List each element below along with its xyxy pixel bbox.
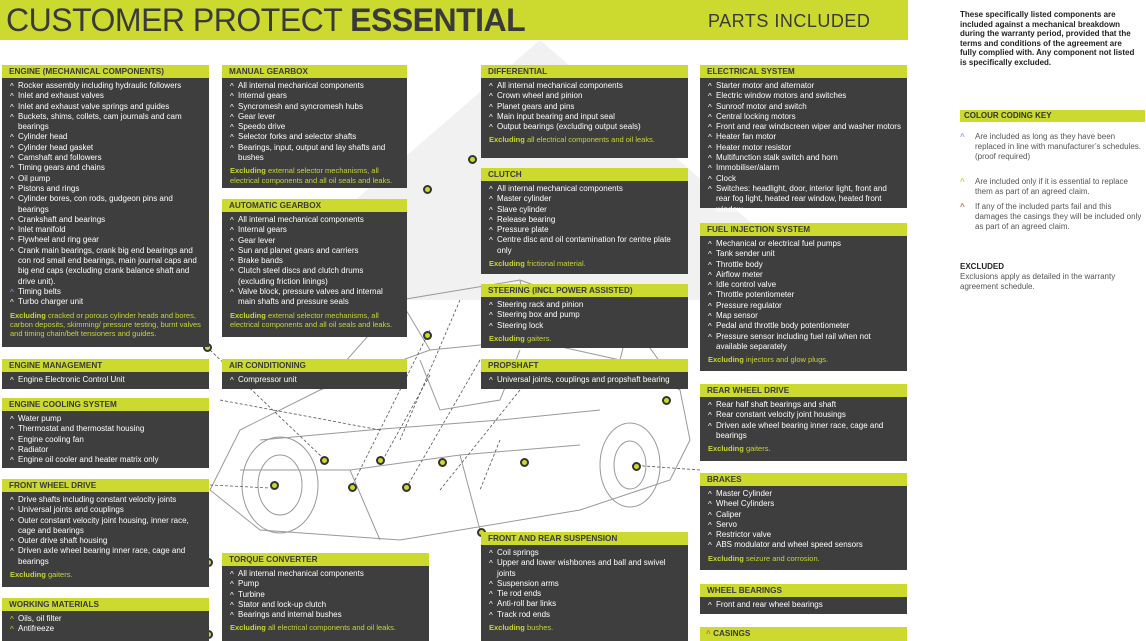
item-list (481, 297, 688, 333)
list-item: ^ Cylinder bores, con rods, gudgeon pins and bearings (10, 194, 203, 215)
panel-front-wheel-drive (2, 479, 209, 587)
list-item: ^ Wheel Cylinders (708, 499, 901, 509)
item-list (2, 611, 209, 637)
exclusion-note: Excluding bushes. (489, 623, 554, 633)
list-item: ^ Pedal and throttle body potentiometer (708, 321, 901, 331)
list-item: ^ Front and rear windscreen wiper and washer motors (708, 122, 901, 132)
list-item: ^ Driven axle wheel bearing inner race, cage and bearings (10, 546, 203, 567)
panel-heading: TORQUE CONVERTER (222, 553, 429, 566)
list-item: ^ Track rod ends (489, 610, 682, 620)
exclusion-note: Excluding all electrical components and oil leaks. (489, 135, 655, 145)
callout-dot-icon (438, 458, 447, 467)
exclusion-note: Excluding external selector mechanisms, all electrical components and all oil seals and leaks. (230, 310, 393, 330)
item-list (700, 236, 907, 354)
list-item: ^ Antifreeze (10, 624, 203, 634)
list-item: ^ Mechanical or electrical fuel pumps (708, 239, 901, 249)
list-item: ^ Pressure regulator (708, 301, 901, 311)
panel-automatic-gearbox (222, 199, 407, 337)
callout-dot-icon (423, 331, 432, 340)
panel-heading: FRONT WHEEL DRIVE (2, 479, 209, 492)
list-item: ^ Rocker assembly including hydraulic followers (10, 81, 203, 91)
list-item: ^ Multifunction stalk switch and horn (708, 153, 901, 163)
list-item: ^ Crown wheel and pinion (489, 91, 682, 101)
list-item: ^ Throttle body (708, 260, 901, 270)
exclusion-note: Excluding gaiters. (489, 333, 552, 343)
list-item: ^ Main input bearing and input seal (489, 112, 682, 122)
list-item: ^ Planet gears and pins (489, 102, 682, 112)
exclusion-note: Excluding external selector mechanisms, all electrical components and all oil seals and leaks. (230, 166, 393, 185)
list-item: ^ Camshaft and followers (10, 153, 203, 163)
list-item: ^ Anti-roll bar links (489, 599, 682, 609)
list-item: ^ Turbine (230, 590, 423, 600)
intro-text: These specifically listed components are included against a mechanical breakdown during the warranty period, provided that the terms and conditions of the agreement are fully complied with. Any component not listed is specifically excluded. (960, 10, 1135, 67)
callout-dot-icon (270, 481, 279, 490)
callout-dot-icon (468, 155, 477, 164)
panel-manual-gearbox (222, 65, 407, 188)
list-item: ^ Suspension arms (489, 579, 682, 589)
exclusion-note: Excluding cracked or porous cylinder heads and bores, carbon deposits, skimming/ pressure testing, burnt valves and timing chain/belt tensioners and guides. (10, 310, 201, 339)
list-item: ^ Switches: headlight, door, interior light, front and rear fog light, heated rear window, heated front window (708, 184, 901, 215)
item-list (700, 78, 907, 217)
list-item: ^ Gear lever (230, 112, 401, 122)
list-item: ^ ABS modulator and wheel speed sensors (708, 540, 901, 550)
key-item-orange: ^ Are included only if it is essential to replace them as part of an agreed claim. (960, 177, 1128, 196)
panel-engine-cooling (2, 398, 209, 468)
list-item: ^ All internal mechanical components (230, 215, 401, 225)
excluded-heading: EXCLUDED (960, 262, 1005, 271)
list-item: ^ Rear half shaft bearings and shaft (708, 400, 901, 410)
panel-heading: MANUAL GEARBOX (222, 65, 407, 78)
exclusion-note: Excluding gaiters. (708, 444, 771, 454)
purple-caret-icon: ^ (960, 132, 965, 141)
item-list (222, 372, 407, 387)
panel-steering (481, 284, 688, 348)
item-list (481, 545, 688, 622)
callout-dot-icon (376, 456, 385, 465)
item-list (222, 78, 407, 165)
list-item: ^ Centre disc and oil contamination for centre plate only (489, 235, 682, 256)
list-item: ^ Steering lock (489, 321, 682, 331)
list-item: ^ Slave cylinder (489, 205, 682, 215)
list-item: ^ Crankshaft and bearings (10, 215, 203, 225)
list-item: ^ Universal joints, couplings and propshaft bearing (489, 375, 682, 385)
list-item: ^ Inlet and exhaust valves (10, 91, 203, 101)
callout-dot-icon (662, 396, 671, 405)
list-item: ^ All internal mechanical components (489, 81, 682, 91)
callout-dot-icon (520, 458, 529, 467)
colour-key-heading: COLOUR CODING KEY (960, 110, 1145, 122)
key-item-purple: ^ Are included as long as they have been replaced in line with manufacturer’s schedules. (proof required) (960, 132, 1142, 161)
panel-heading: ^ CASINGS (700, 627, 907, 640)
list-item: ^ Servo (708, 520, 901, 530)
panel-fuel-injection (700, 223, 907, 371)
item-list (481, 181, 688, 258)
green-caret-icon: ^ (960, 177, 965, 186)
list-item: ^ Buckets, shims, collets, cam journals and cam bearings (10, 112, 203, 133)
excluded-text: Exclusions apply as detailed in the warranty agreement schedule. (960, 272, 1116, 291)
list-item: ^ Drive shafts including constant velocity joints (10, 495, 203, 505)
list-item: ^ Speedo drive (230, 122, 401, 132)
list-item: ^ Water pump (10, 414, 203, 424)
list-item: ^ All internal mechanical components (230, 569, 423, 579)
panel-heading: REAR WHEEL DRIVE (700, 384, 907, 397)
list-item: ^ Bearings and internal bushes (230, 610, 423, 620)
list-item: ^ Turbo charger unit (10, 297, 203, 307)
list-item: ^ Internal gears (230, 91, 401, 101)
item-list (700, 397, 907, 443)
list-item: ^ Sun and planet gears and carriers (230, 246, 401, 256)
list-item: ^ Tie rod ends (489, 589, 682, 599)
item-list (222, 566, 429, 622)
list-item: ^ Bearings, input, output and lay shafts and bushes (230, 143, 401, 164)
list-item: ^ Driven axle wheel bearing inner race, cage and bearings (708, 421, 901, 442)
list-item: ^ Timing gears and chains (10, 163, 203, 173)
list-item: ^ Idle control valve (708, 280, 901, 290)
list-item: ^ Pump (230, 579, 423, 589)
callout-dot-icon (320, 456, 329, 465)
list-item: ^ Timing belts (10, 287, 203, 297)
list-item: ^ Release bearing (489, 215, 682, 225)
list-item: ^ Outer drive shaft housing (10, 536, 203, 546)
list-item: ^ Selector forks and selector shafts (230, 132, 401, 142)
exclusion-note: Excluding frictional material. (489, 259, 586, 269)
list-item: ^ Engine Electronic Control Unit (10, 375, 203, 385)
panel-wheel-bearings (700, 584, 907, 614)
item-list (2, 372, 209, 387)
list-item: ^ Map sensor (708, 311, 901, 321)
panel-torque-converter (222, 553, 429, 641)
list-item: ^ All internal mechanical components (230, 81, 401, 91)
key-item-red: ^ If any of the included parts fail and this damages the casings they will be included only as part of an agreed claim. (960, 202, 1142, 231)
list-item: ^ Caliper (708, 510, 901, 520)
list-item: ^ Radiator (10, 445, 203, 455)
exclusion-note: Excluding injectors and glow plugs. (708, 355, 829, 365)
list-item: ^ Clutch steel discs and clutch drums (excluding friction linings) (230, 266, 401, 287)
page-title: CUSTOMER PROTECT ESSENTIAL (6, 2, 526, 38)
panel-heading: ENGINE COOLING SYSTEM (2, 398, 209, 411)
list-item: ^ Heater motor resistor (708, 143, 901, 153)
panel-heading: BRAKES (700, 473, 907, 486)
panel-engine (2, 65, 209, 347)
red-caret-icon: ^ (960, 202, 965, 211)
panel-heading: WHEEL BEARINGS (700, 584, 907, 597)
list-item: ^ Rear constant velocity joint housings (708, 410, 901, 420)
list-item: ^ Thermostat and thermostat housing (10, 424, 203, 434)
panel-heading: ENGINE MANAGEMENT (2, 359, 209, 372)
list-item: ^ Internal gears (230, 225, 401, 235)
list-item: ^ Crank main bearings, crank big end bearings and con rod small end bearings, main journal caps and big end caps (excluding crank balance shaft and drive unit). (10, 246, 203, 287)
panel-heading: WORKING MATERIALS (2, 598, 209, 611)
panel-engine-management (2, 359, 209, 389)
exclusion-note: Excluding seizure and corrosion. (708, 553, 820, 563)
item-list (2, 492, 209, 569)
panel-brakes (700, 473, 907, 570)
exclusion-note: Excluding all electrical components and oil leaks. (230, 623, 396, 633)
title-bar (0, 0, 908, 40)
list-item: ^ Oils, oil filter (10, 614, 203, 624)
list-item: ^ Heater fan motor (708, 132, 901, 142)
list-item: ^ Brake bands (230, 256, 401, 266)
callout-dot-icon (423, 185, 432, 194)
item-list (2, 78, 209, 310)
item-list (481, 78, 688, 134)
panel-heading: ELECTRICAL SYSTEM (700, 65, 907, 78)
list-item: ^ Front and rear wheel bearings (708, 600, 901, 610)
list-item: ^ Steering box and pump (489, 310, 682, 320)
list-item: ^ Universal joints and couplings (10, 505, 203, 515)
item-list (700, 486, 907, 553)
list-item: ^ Electric window motors and switches (708, 91, 901, 101)
list-item: ^ Oil pump (10, 174, 203, 184)
list-item: ^ Immobiliser/alarm (708, 163, 901, 173)
panel-working-materials (2, 598, 209, 641)
list-item: ^ Cylinder head gasket (10, 143, 203, 153)
list-item: ^ Cylinder head (10, 132, 203, 142)
panel-differential (481, 65, 688, 158)
list-item: ^ Stator and lock-up clutch (230, 600, 423, 610)
list-item: ^ Central locking motors (708, 112, 901, 122)
callout-dot-icon (348, 483, 357, 492)
list-item: ^ Gear lever (230, 236, 401, 246)
list-item: ^ Syncromesh and syncromesh hubs (230, 102, 401, 112)
list-item: ^ Coil springs (489, 548, 682, 558)
page-subtitle: PARTS INCLUDED (708, 11, 871, 31)
callout-dot-icon (632, 462, 641, 471)
panel-heading: FRONT AND REAR SUSPENSION (481, 532, 688, 545)
item-list (700, 597, 907, 612)
panel-heading: AUTOMATIC GEARBOX (222, 199, 407, 212)
list-item: ^ Sunroof motor and switch (708, 102, 901, 112)
list-item: ^ All internal mechanical components (489, 184, 682, 194)
exclusion-note: Excluding gaiters. (10, 570, 73, 580)
panel-air-conditioning (222, 359, 407, 389)
panel-casings (700, 627, 907, 641)
list-item: ^ Engine cooling fan (10, 435, 203, 445)
callout-dot-icon (402, 483, 411, 492)
panel-electrical-system (700, 65, 907, 214)
list-item: ^ Master cylinder (489, 194, 682, 204)
list-item: ^ Tank sender unit (708, 249, 901, 259)
list-item: ^ Outer constant velocity joint housing, inner race, cage and bearings (10, 516, 203, 537)
panel-propshaft (481, 359, 688, 389)
list-item: ^ Starter motor and alternator (708, 81, 901, 91)
item-list (481, 372, 688, 387)
list-item: ^ Pressure plate (489, 225, 682, 235)
red-caret-icon: ^ (706, 629, 711, 638)
panel-heading: CLUTCH (481, 168, 688, 181)
panel-rear-wheel-drive (700, 384, 907, 461)
panel-heading: FUEL INJECTION SYSTEM (700, 223, 907, 236)
panel-heading: DIFFERENTIAL (481, 65, 688, 78)
panel-heading: PROPSHAFT (481, 359, 688, 372)
list-item: ^ Upper and lower wishbones and ball and swivel joints (489, 558, 682, 579)
panel-heading: ENGINE (MECHANICAL COMPONENTS) (2, 65, 209, 78)
list-item: ^ Flywheel and ring gear (10, 235, 203, 245)
list-item: ^ Throttle potentiometer (708, 290, 901, 300)
list-item: ^ Clock (708, 174, 901, 184)
item-list (222, 212, 407, 310)
list-item: ^ Master Cylinder (708, 489, 901, 499)
list-item: ^ Compressor unit (230, 375, 401, 385)
list-item: ^ Inlet and exhaust valve springs and guides (10, 102, 203, 112)
panel-clutch (481, 168, 688, 274)
list-item: ^ Restrictor valve (708, 530, 901, 540)
list-item: ^ Airflow meter (708, 270, 901, 280)
list-item: ^ Steering rack and pinion (489, 300, 682, 310)
list-item: ^ Valve block, pressure valves and internal main shafts and pressure seals (230, 287, 401, 308)
panel-suspension (481, 532, 688, 641)
item-list (2, 411, 209, 467)
list-item: ^ Pistons and rings (10, 184, 203, 194)
list-item: ^ Output bearings (excluding output seals) (489, 122, 682, 132)
panel-heading: STEERING (INCL POWER ASSISTED) (481, 284, 688, 297)
list-item: ^ Pressure sensor including fuel rail when not available separately (708, 332, 901, 353)
panel-heading: AIR CONDITIONING (222, 359, 407, 372)
list-item: ^ Inlet manifold (10, 225, 203, 235)
list-item: ^ Engine oil cooler and heater matrix only (10, 455, 203, 465)
